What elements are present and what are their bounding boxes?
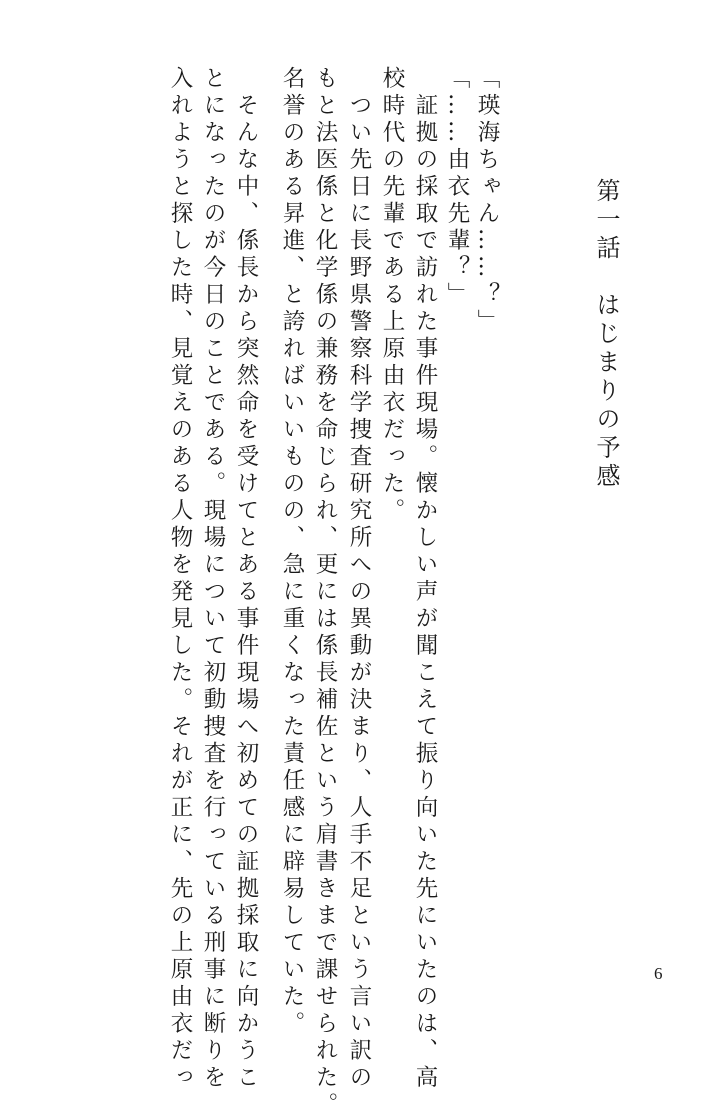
text-line-2: 「……由衣先輩？」 — [444, 66, 470, 309]
text-line-1: 「瑛海ちゃん……？」 — [474, 66, 500, 336]
text-line-9: とになったのが今日のことである。現場について初動捜査を行っている刑事に断りを — [200, 66, 226, 1092]
text-line-10: 入れようと探した時、見覚えのある人物を発見した。それが正に、先の上原由衣だっ — [167, 66, 193, 1092]
text-line-6: もと法医係と化学係の兼務を命じられ、更には係長補佐という肩書きまで課せられた。 — [312, 66, 338, 1119]
page-number: 6 — [654, 964, 663, 983]
text-line-4: 校時代の先輩である上原由衣だった。 — [379, 66, 405, 525]
chapter-title: 第一話 はじまりの予感 — [592, 178, 620, 492]
text-line-8: そんな中、係長から突然命を受けてとある事件現場へ初めての証拠採取に向かうこ — [233, 66, 259, 1092]
text-line-3: 証拠の採取で訪れた事件現場。懐かしい声が聞こえて振り向いた先にいたのは、高 — [412, 66, 438, 1092]
text-line-7: 名誉のある昇進、と誇ればいいものの、急に重くなった責任感に辟易していた。 — [279, 66, 305, 1038]
text-line-5: つい先日に長野県警察科学捜査研究所への異動が決まり、人手不足という言い訳の — [346, 66, 372, 1092]
